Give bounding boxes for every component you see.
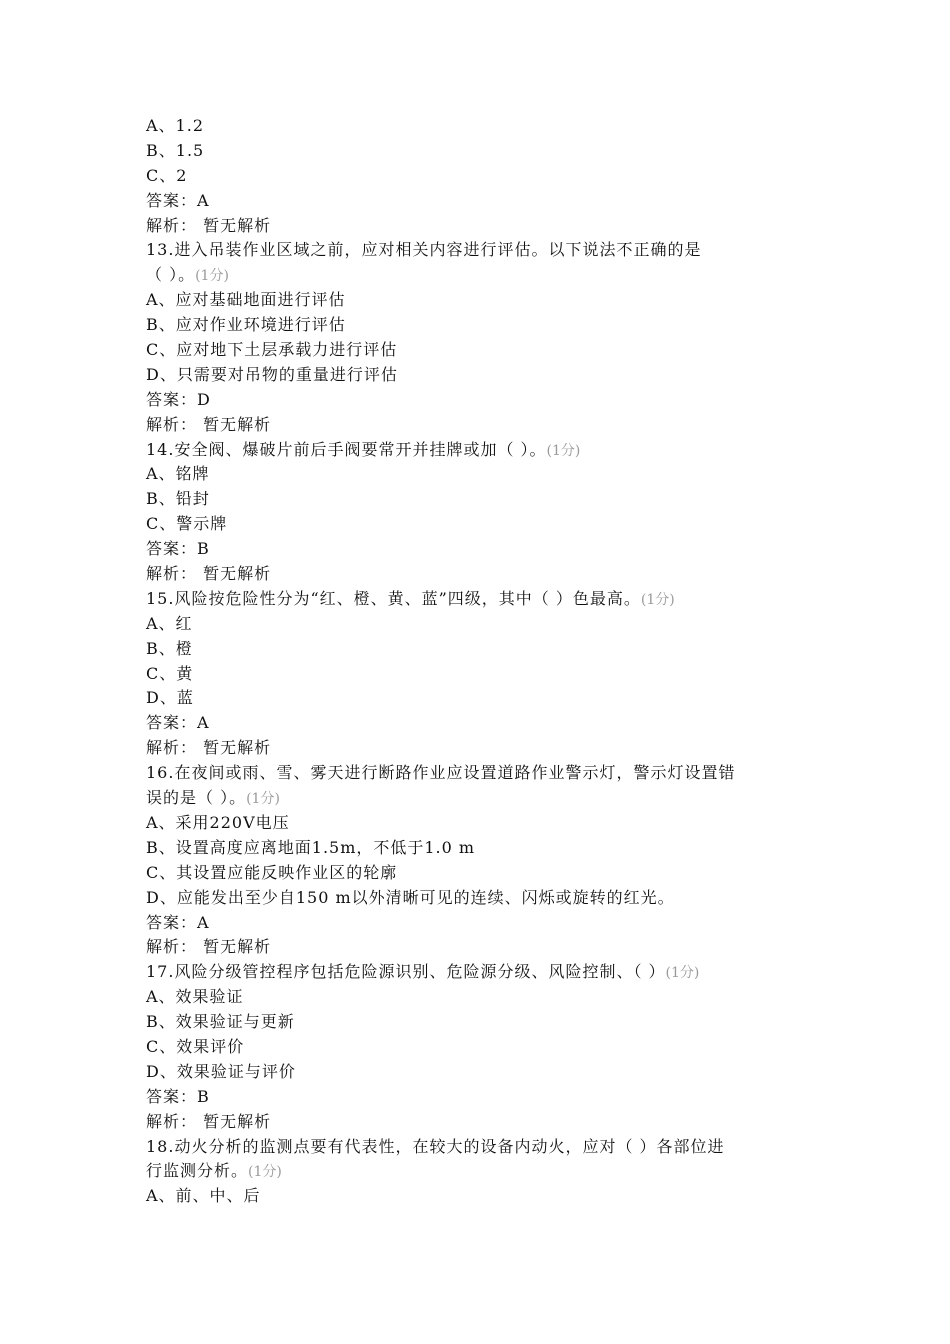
analysis: 解析： 暂无解析 bbox=[146, 215, 272, 235]
option-c: C、警示牌 bbox=[146, 514, 228, 534]
analysis: 解析： 暂无解析 bbox=[146, 1111, 272, 1131]
question-13-text-cont: （ ）。(1分) bbox=[146, 265, 229, 285]
exam-document bbox=[146, 114, 826, 1209]
option-a: A、铭牌 bbox=[146, 464, 210, 484]
answer: 答案：B bbox=[146, 539, 210, 559]
analysis: 解析： 暂无解析 bbox=[146, 564, 272, 584]
option-d: D、蓝 bbox=[146, 688, 194, 708]
option-b: B、铅封 bbox=[146, 489, 210, 509]
option-b: B、1.5 bbox=[146, 140, 205, 160]
option-c: C、效果评价 bbox=[146, 1036, 245, 1056]
option-d: D、效果验证与评价 bbox=[146, 1061, 296, 1081]
question-13-text: 13.进入吊装作业区域之前，应对相关内容进行评估。以下说法不正确的是 bbox=[146, 240, 702, 260]
option-a: A、效果验证 bbox=[146, 987, 244, 1007]
question-15-text: 15.风险按危险性分为“红、橙、黄、蓝”四级，其中（ ）色最高。(1分) bbox=[146, 588, 675, 608]
answer: 答案：A bbox=[146, 190, 210, 210]
question-16-text-cont: 误的是（ ）。(1分) bbox=[146, 788, 280, 808]
analysis: 解析： 暂无解析 bbox=[146, 738, 272, 758]
option-c: C、黄 bbox=[146, 663, 194, 683]
option-b: B、效果验证与更新 bbox=[146, 1012, 295, 1032]
answer: 答案：A bbox=[146, 713, 210, 733]
score-label: (1分) bbox=[246, 791, 280, 808]
question-18-text: 18.动火分析的监测点要有代表性，在较大的设备内动火，应对（ ）各部位进 bbox=[146, 1136, 725, 1156]
question-14-text: 14.安全阀、爆破片前后手阀要常开并挂牌或加（ ）。(1分) bbox=[146, 439, 581, 459]
option-b: B、橙 bbox=[146, 638, 193, 658]
option-d: D、应能发出至少自150 m以外清晰可见的连续、闪烁或旋转的红光。 bbox=[146, 887, 675, 907]
option-d: D、只需要对吊物的重量进行评估 bbox=[146, 364, 398, 384]
option-a: A、采用220V电压 bbox=[146, 812, 290, 832]
question-16-text: 16.在夜间或雨、雪、雾天进行断路作业应设置道路作业警示灯，警示灯设置错 bbox=[146, 763, 736, 783]
score-label: (1分) bbox=[546, 442, 581, 459]
option-a: A、1.2 bbox=[146, 116, 205, 135]
answer: 答案：A bbox=[146, 912, 210, 932]
option-b: B、设置高度应离地面1.5m，不低于1.0 m bbox=[146, 837, 476, 857]
score-label: (1分) bbox=[195, 268, 229, 285]
score-label: (1分) bbox=[640, 591, 675, 608]
score-label: (1分) bbox=[665, 965, 700, 982]
option-a: A、前、中、后 bbox=[146, 1186, 261, 1206]
question-18-text-cont: 行监测分析。(1分) bbox=[146, 1161, 282, 1181]
answer: 答案：B bbox=[146, 1086, 210, 1106]
option-b: B、应对作业环境进行评估 bbox=[146, 315, 346, 335]
option-c: C、其设置应能反映作业区的轮廓 bbox=[146, 862, 398, 882]
answer: 答案：D bbox=[146, 389, 211, 409]
option-c: C、应对地下土层承载力进行评估 bbox=[146, 340, 398, 360]
score-label: (1分) bbox=[248, 1164, 282, 1181]
analysis: 解析： 暂无解析 bbox=[146, 414, 272, 434]
option-a: A、应对基础地面进行评估 bbox=[146, 290, 346, 310]
option-a: A、红 bbox=[146, 613, 193, 633]
analysis: 解析： 暂无解析 bbox=[146, 937, 272, 957]
option-c: C、2 bbox=[146, 165, 188, 185]
question-17-text: 17.风险分级管控程序包括危险源识别、危险源分级、风险控制、（ ）(1分) bbox=[146, 962, 700, 982]
